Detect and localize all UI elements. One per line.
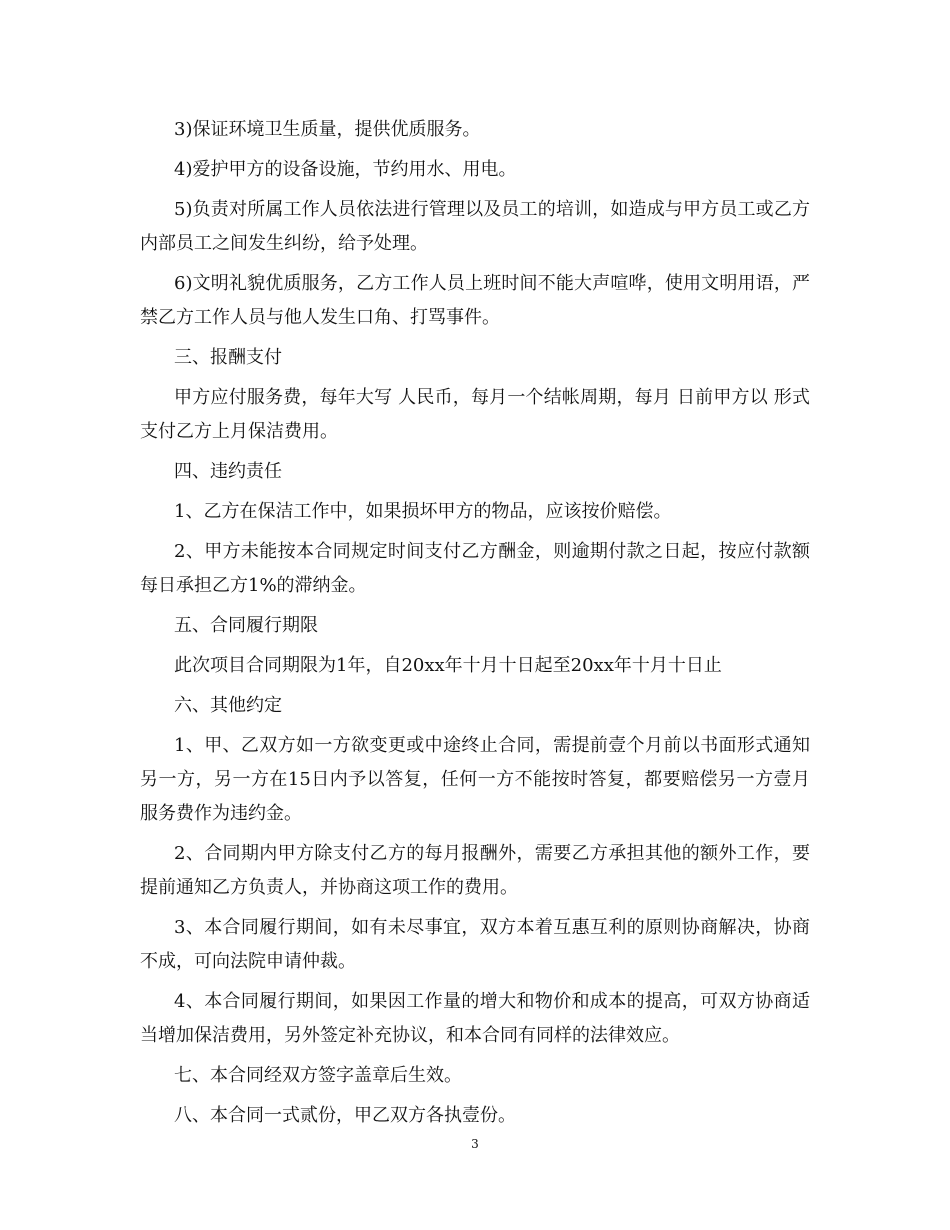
section-heading-term: 五、合同履行期限 [174,615,318,636]
clause-5-staff-management: 5)负责对所属工作人员依法进行管理以及员工的培训，如造成与甲方员工或乙方内部员工之间发生纠纷，给予处理。 [140,199,810,254]
breach-clause-2: 2、甲方未能按本合同规定时间支付乙方酬金，则逾期付款之日起，按应付款额每日承担乙方1%的滞纳金。 [140,541,810,596]
section-heading-other: 六、其他约定 [174,695,282,716]
section-seven-effective: 七、本合同经双方签字盖章后生效。 [174,1065,462,1086]
term-text: 此次项目合同期限为1年，自20xx年十月十日起至20xx年十月十日止 [174,655,722,676]
payment-text: 甲方应付服务费，每年大写 人民币，每月一个结帐周期，每月 日前甲方以 形式支付乙方上月保洁费用。 [140,387,810,442]
clause-4-equipment: 4)爱护甲方的设备设施，节约用水、用电。 [174,159,517,180]
page-number: 3 [471,1137,479,1151]
document-body [140,113,810,1139]
clause-3-hygiene: 3)保证环境卫生质量，提供优质服务。 [174,119,481,140]
section-heading-breach: 四、违约责任 [174,461,282,482]
section-eight-copies: 八、本合同一式贰份，甲乙双方各执壹份。 [174,1105,516,1126]
other-clause-2: 2、合同期内甲方除支付乙方的每月报酬外，需要乙方承担其他的额外工作，要提前通知乙方负责人，并协商这项工作的费用。 [140,843,810,898]
section-heading-payment: 三、报酬支付 [174,347,282,368]
clause-6-courtesy: 6)文明礼貌优质服务，乙方工作人员上班时间不能大声喧哗，使用文明用语，严禁乙方工作人员与他人发生口角、打骂事件。 [140,273,810,328]
other-clause-3: 3、本合同履行期间，如有未尽事宜，双方本着互惠互利的原则协商解决，协商不成，可向法院申请仲裁。 [140,917,810,972]
other-clause-1: 1、甲、乙双方如一方欲变更或中途终止合同，需提前壹个月前以书面形式通知另一方，另一方在15日内予以答复，任何一方不能按时答复，都要赔偿另一方壹月服务费作为违约金。 [140,735,810,824]
breach-clause-1: 1、乙方在保洁工作中，如果损坏甲方的物品，应该按价赔偿。 [174,501,672,522]
other-clause-4: 4、本合同履行期间，如果因工作量的增大和物价和成本的提高，可双方协商适当增加保洁费用，另外签定补充协议，和本合同有同样的法律效应。 [140,991,810,1046]
